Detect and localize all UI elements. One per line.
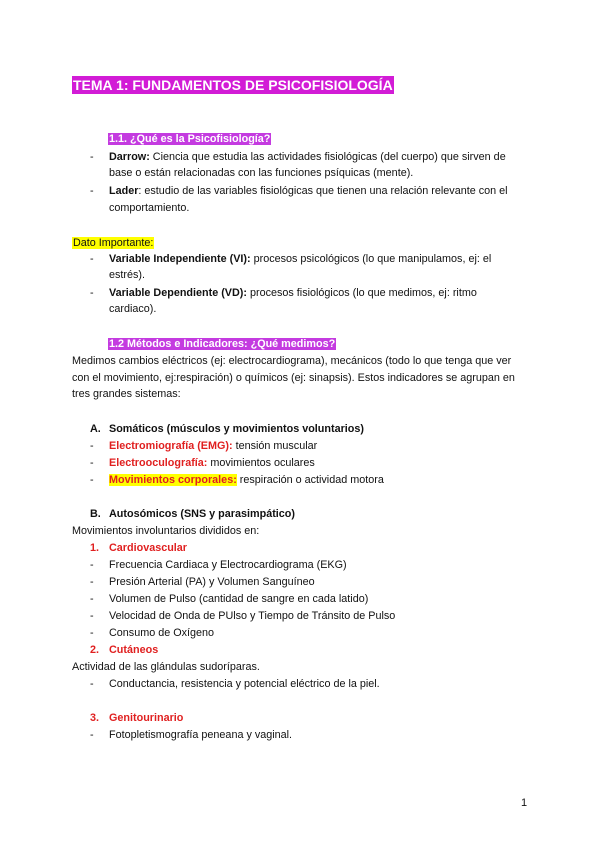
bullet-dash: - bbox=[90, 729, 94, 741]
somatic-term: Electrooculografía: bbox=[109, 457, 208, 469]
list-marker: B. bbox=[90, 508, 101, 520]
bullet-dash: - bbox=[90, 593, 94, 605]
variable-text: procesos fisiológicos (lo que medimos, ej: ritmo bbox=[247, 287, 477, 299]
definition-darrow-line1 bbox=[109, 150, 506, 164]
definition-term: Lader bbox=[109, 185, 139, 197]
definition-lader-line1 bbox=[109, 184, 508, 198]
list-marker: A. bbox=[90, 423, 101, 435]
somatic-term: Electromiografía (EMG): bbox=[109, 440, 233, 452]
cutaneous-item: Conductancia, resistencia y potencial eléctrico de la piel. bbox=[109, 678, 380, 690]
variable-vd-line1 bbox=[109, 286, 477, 300]
document-title: TEMA 1: FUNDAMENTOS DE PSICOFISIOLOGÍA bbox=[73, 77, 393, 93]
section-1-1-heading-wrap bbox=[108, 132, 271, 146]
definition-text: : estudio de las variables fisiológicas que tienen una relación relevante con el bbox=[138, 185, 508, 197]
cutaneous-intro: Actividad de las glándulas sudoríparas. bbox=[72, 661, 260, 673]
cardio-item: Presión Arterial (PA) y Volumen Sanguíneo bbox=[109, 576, 315, 588]
document-title-wrap bbox=[72, 77, 394, 95]
section-1-1-heading: 1.1. ¿Qué es la Psicofisiología? bbox=[109, 133, 271, 145]
variable-text: procesos psicológicos (lo que manipulamos, ej: el bbox=[250, 253, 492, 265]
cardio-item: Consumo de Oxígeno bbox=[109, 627, 215, 639]
section-1-2-heading: 1.2 Métodos e Indicadores: ¿Qué medimos? bbox=[109, 338, 336, 350]
somatic-heading: Somáticos (músculos y movimientos voluntarios) bbox=[109, 423, 364, 435]
somatic-item-emg bbox=[109, 439, 317, 453]
genitourinary-item: Fotopletismografía peneana y vaginal. bbox=[109, 729, 293, 741]
bullet-dash: - bbox=[90, 287, 94, 299]
cardio-item: Volumen de Pulso (cantidad de sangre en cada latido) bbox=[109, 593, 369, 605]
bullet-dash: - bbox=[90, 185, 94, 197]
cardio-item: Frecuencia Cardiaca y Electrocardiograma (EKG) bbox=[109, 559, 347, 571]
autonomic-intro: Movimientos involuntarios divididos en: bbox=[72, 525, 260, 537]
definition-text: Ciencia que estudia las actividades fisiológicas (del cuerpo) que sirven de bbox=[149, 151, 506, 163]
list-marker: 1. bbox=[90, 542, 100, 554]
bullet-dash: - bbox=[90, 576, 94, 588]
variable-vi-line2: estrés). bbox=[109, 269, 145, 281]
methods-paragraph-line1: Medimos cambios eléctricos (ej: electrocardiograma), mecánicos (todo lo que tenga que ver bbox=[72, 355, 512, 367]
bullet-dash: - bbox=[90, 151, 94, 163]
somatic-item-movements bbox=[109, 473, 384, 487]
section-1-2-heading-wrap bbox=[108, 337, 336, 351]
bullet-dash: - bbox=[90, 440, 94, 452]
definition-darrow-line2: base o están relacionadas con las funciones psíquicas (mente). bbox=[109, 167, 414, 179]
somatic-text: movimientos oculares bbox=[207, 457, 315, 469]
list-marker: 2. bbox=[90, 644, 100, 656]
page-number: 1 bbox=[521, 797, 528, 809]
list-marker: 3. bbox=[90, 712, 100, 724]
important-note-label: Dato Importante: bbox=[73, 237, 154, 249]
cardiovascular-heading: Cardiovascular bbox=[109, 542, 188, 554]
variable-term: Variable Dependiente (VD): bbox=[109, 287, 247, 299]
genitourinary-heading: Genitourinario bbox=[109, 712, 184, 724]
cardio-item: Velocidad de Onda de PUlso y Tiempo de Tránsito de Pulso bbox=[109, 610, 396, 622]
bullet-dash: - bbox=[90, 627, 94, 639]
bullet-dash: - bbox=[90, 474, 94, 486]
cutaneous-heading: Cutáneos bbox=[109, 644, 159, 656]
important-note-label-wrap bbox=[72, 236, 154, 250]
bullet-dash: - bbox=[90, 457, 94, 469]
bullet-dash: - bbox=[90, 678, 94, 690]
bullet-dash: - bbox=[90, 559, 94, 571]
bullet-dash: - bbox=[90, 253, 94, 265]
variable-term: Variable Independiente (VI): bbox=[109, 253, 251, 265]
somatic-text: respiración o actividad motora bbox=[236, 474, 384, 486]
somatic-text: tensión muscular bbox=[232, 440, 318, 452]
definition-lader-line2: comportamiento. bbox=[109, 202, 190, 214]
somatic-item-eog bbox=[109, 456, 315, 470]
methods-paragraph-line2: con el movimiento, ej:respiración) o químicos (ej: sinapsis). Estos indicadores se agrupan en bbox=[72, 372, 515, 384]
bullet-dash: - bbox=[90, 610, 94, 622]
definition-term: Darrow: bbox=[109, 151, 150, 163]
methods-paragraph-line3: tres grandes sistemas: bbox=[72, 388, 181, 400]
autonomic-heading: Autosómicos (SNS y parasimpático) bbox=[109, 508, 295, 520]
variable-vd-line2: cardiaco). bbox=[109, 303, 157, 315]
variable-vi-line1 bbox=[109, 252, 491, 266]
somatic-term: Movimientos corporales: bbox=[109, 474, 237, 486]
